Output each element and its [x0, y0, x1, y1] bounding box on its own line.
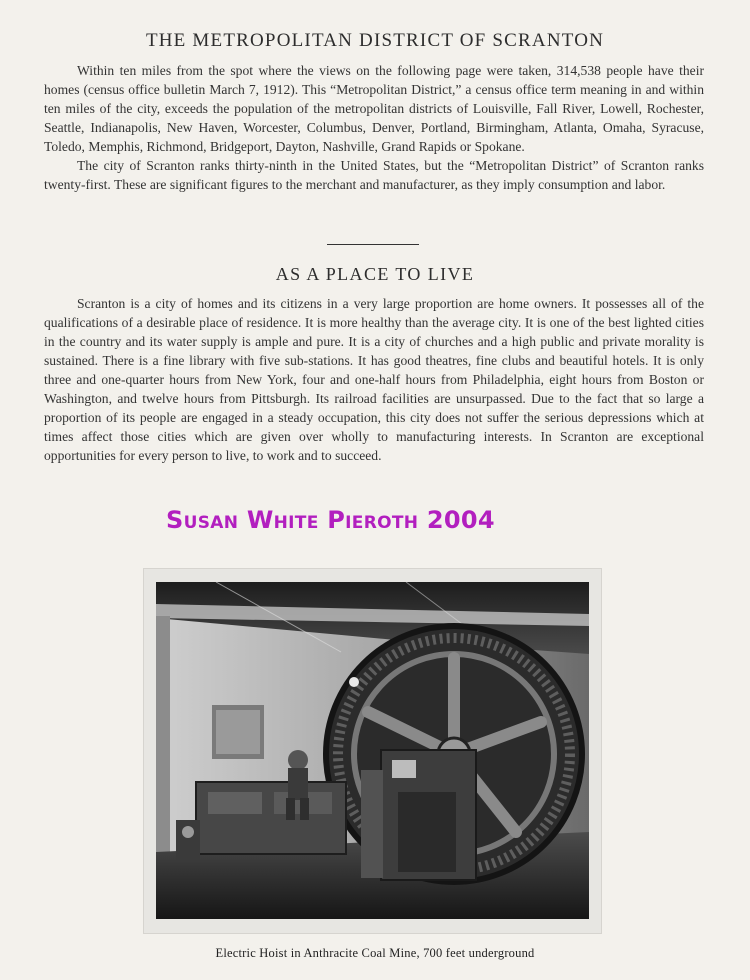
- electric-hoist-photo: [156, 582, 589, 919]
- photo-caption: Electric Hoist in Anthracite Coal Mine, 700 feet underground: [215, 946, 535, 960]
- metropolitan-paragraph-1: Within ten miles from the spot where the views on the following page were taken, 314,538 people have their homes (census office bulletin March 7, 1912). This “Metropolitan District,” a census office term meaning in and within ten miles of the city, exceeds the population of the metropolitan districts of Louisville, Fall River, Lowell, Rochester, Seattle, Indianapolis, New Haven, Worcester, Columbus, Denver, Portland, Birmingham, Atlanta, Omaha, Syracuse, Toledo, Memphis, Richmond, Bridgeport, Dayton, Nashville, Grand Rapids or Spokane.: [44, 63, 704, 154]
- page-title: THE METROPOLITAN DISTRICT OF SCRANTON: [145, 30, 605, 51]
- place-to-live-section: [44, 294, 704, 465]
- section-heading: AS A PLACE TO LIVE: [275, 264, 475, 284]
- place-to-live-paragraph: Scranton is a city of homes and its citizens in a very large proportion are home owners. It possesses all of the qualifications of a desirable place of residence. It is more healthy than the average city. It is one of the best lighted cities in the country and its water supply is ample and pure. It is a city of churches and a high public and private morality is sustained. There is a fine library with five sub-stations. It has good theatres, fine clubs and beautiful hotels. It is only three and one-quarter hours from New York, four and one-half hours from Philadelphia, eight hours from Boston or Washington, and twelve hours from Pittsburgh. Its railroad facilities are unsurpassed. Due to the fact that so large a proportion of its people are engaged in a steady occupation, this city does not suffer the serious depressions which at times affect those cities which are given over wholly to manufacturing interests. In Scranton are exceptional opportunities for every person to live, to work and to succeed.: [44, 296, 704, 463]
- metropolitan-section: [44, 61, 704, 194]
- hoist-illustration: [156, 582, 589, 919]
- photo-frame: [143, 568, 602, 934]
- section-divider: [327, 244, 419, 245]
- watermark-signature: Susan White Pieroth 2004: [166, 506, 495, 534]
- metropolitan-paragraph-2: The city of Scranton ranks thirty-ninth in the United States, but the “Metropolitan District” of Scranton ranks twenty-first. These are significant figures to the merchant and manufacturer, as they imply consumption and labor.: [44, 158, 704, 192]
